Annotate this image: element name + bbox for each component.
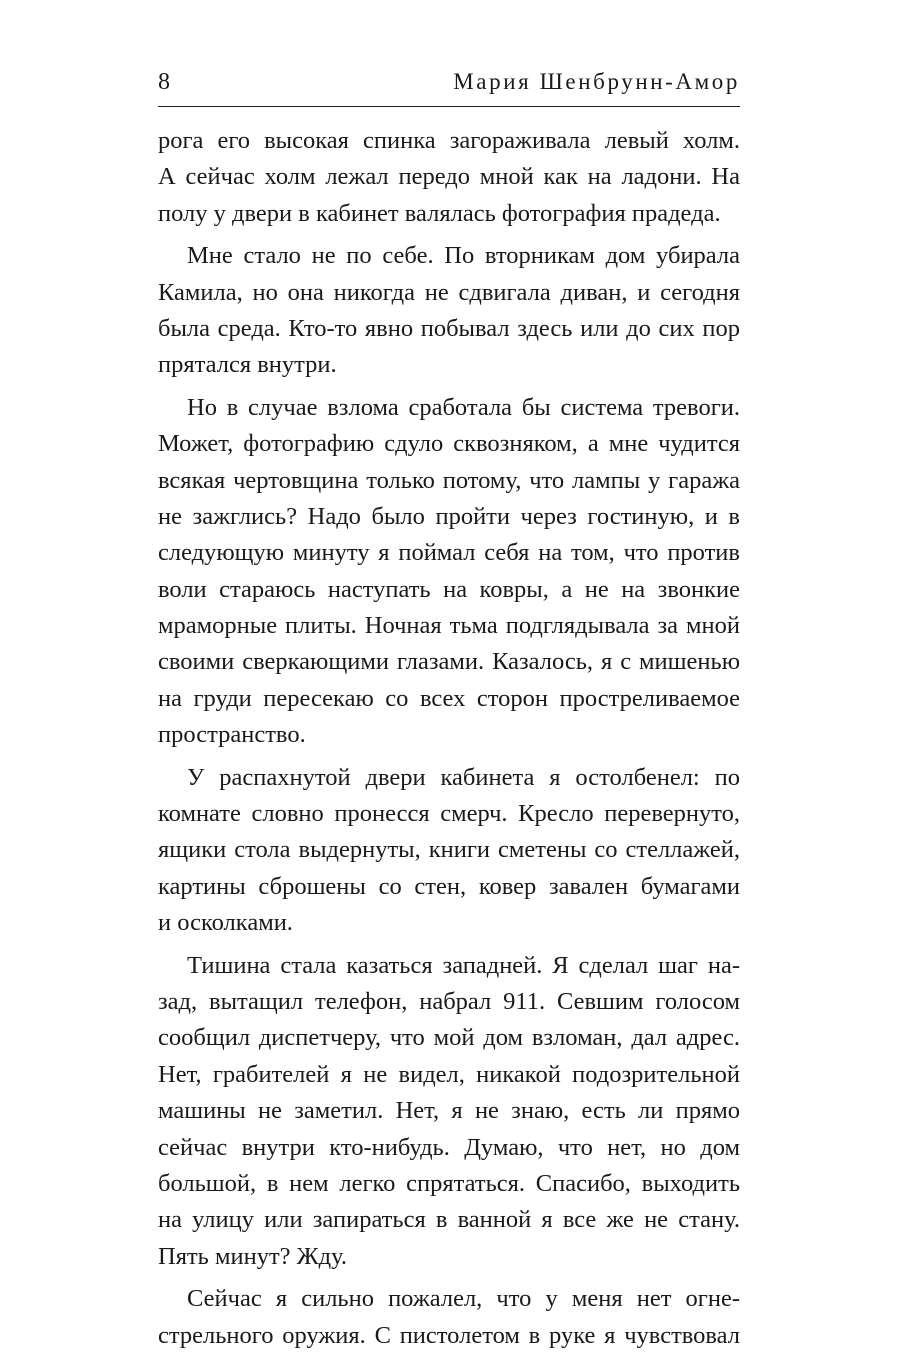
page-number: 8 bbox=[158, 69, 171, 95]
text-line: воли стараюсь наступать на ковры, а не на звонкие bbox=[158, 575, 740, 603]
text-line: на груди пересекаю со всех сторон простреливаемое bbox=[158, 684, 740, 712]
text-line: прятался внутри. bbox=[158, 351, 337, 379]
paragraph bbox=[158, 1281, 740, 1354]
running-title: Мария Шенбрунн-Амор bbox=[453, 69, 740, 94]
text-line: Камила, но она никогда не сдвигала диван, и сегодня bbox=[158, 278, 740, 306]
body-text bbox=[158, 123, 740, 1354]
text-line: зад, вытащил телефон, набрал 911. Севшим голосом bbox=[158, 987, 740, 1015]
text-line: мраморные плиты. Ночная тьма подглядывала за мной bbox=[158, 612, 740, 640]
text-line: пространство. bbox=[158, 721, 306, 749]
text-line: не зажглись? Надо было пройти через гостиную, и в bbox=[158, 502, 740, 530]
text-line: Но в случае взлома сработала бы система тревоги. bbox=[187, 393, 740, 421]
text-line: полу у двери в кабинет валялась фотография прадеда. bbox=[158, 199, 721, 227]
text-line: Нет, грабителей я не видел, никакой подозрительной bbox=[158, 1060, 740, 1088]
paragraph bbox=[158, 123, 740, 232]
paragraph bbox=[158, 390, 740, 754]
text-line: сейчас внутри кто-нибудь. Думаю, что нет, но дом bbox=[158, 1133, 740, 1161]
text-line: Пять минут? Жду. bbox=[158, 1242, 347, 1270]
text-line: Может, фотографию сдуло сквозняком, а мне чудится bbox=[158, 430, 740, 458]
text-line: А сейчас холм лежал передо мной как на ладони. На bbox=[158, 163, 740, 191]
text-line: на улицу или запираться в ванной я все же не стану. bbox=[158, 1206, 740, 1234]
page-header bbox=[158, 68, 740, 107]
text-line: большой, в нем легко спрятаться. Спасибо, выходить bbox=[158, 1169, 740, 1197]
text-line: всякая чертовщина только потому, что лампы у гаража bbox=[158, 466, 740, 494]
paragraph bbox=[158, 948, 740, 1276]
text-line: стрельного оружия. С пистолетом в руке я чувствовал bbox=[158, 1321, 740, 1349]
text-line: следующую минуту я поймал себя на том, что против bbox=[158, 539, 740, 567]
text-line: картины сброшены со стен, ковер завален бумагами bbox=[158, 872, 740, 900]
text-line: ящики стола выдернуты, книги сметены со стеллажей, bbox=[158, 836, 740, 864]
text-line: Тишина стала казаться западней. Я сделал шаг на- bbox=[187, 951, 740, 979]
paragraph bbox=[158, 238, 740, 384]
text-line: комнате словно пронесся смерч. Кресло перевернуто, bbox=[158, 800, 740, 828]
text-line: рога его высокая спинка загораживала левый холм. bbox=[158, 127, 740, 154]
text-line: У распахнутой двери кабинета я остолбенел: по bbox=[187, 763, 740, 791]
paragraph bbox=[158, 760, 740, 942]
text-line: была среда. Кто-то явно побывал здесь или до сих пор bbox=[158, 314, 740, 342]
text-line: машины не заметил. Нет, я не знаю, есть ли прямо bbox=[158, 1097, 740, 1125]
text-line: сообщил диспетчеру, что мой дом взломан, дал адрес. bbox=[158, 1024, 740, 1052]
text-line: Мне стало не по себе. По вторникам дом убирала bbox=[187, 242, 740, 270]
text-line: и осколками. bbox=[158, 909, 293, 937]
text-line: своими сверкающими глазами. Казалось, я с мишенью bbox=[158, 648, 740, 676]
text-line: Сейчас я сильно пожалел, что у меня нет огне- bbox=[187, 1285, 740, 1313]
